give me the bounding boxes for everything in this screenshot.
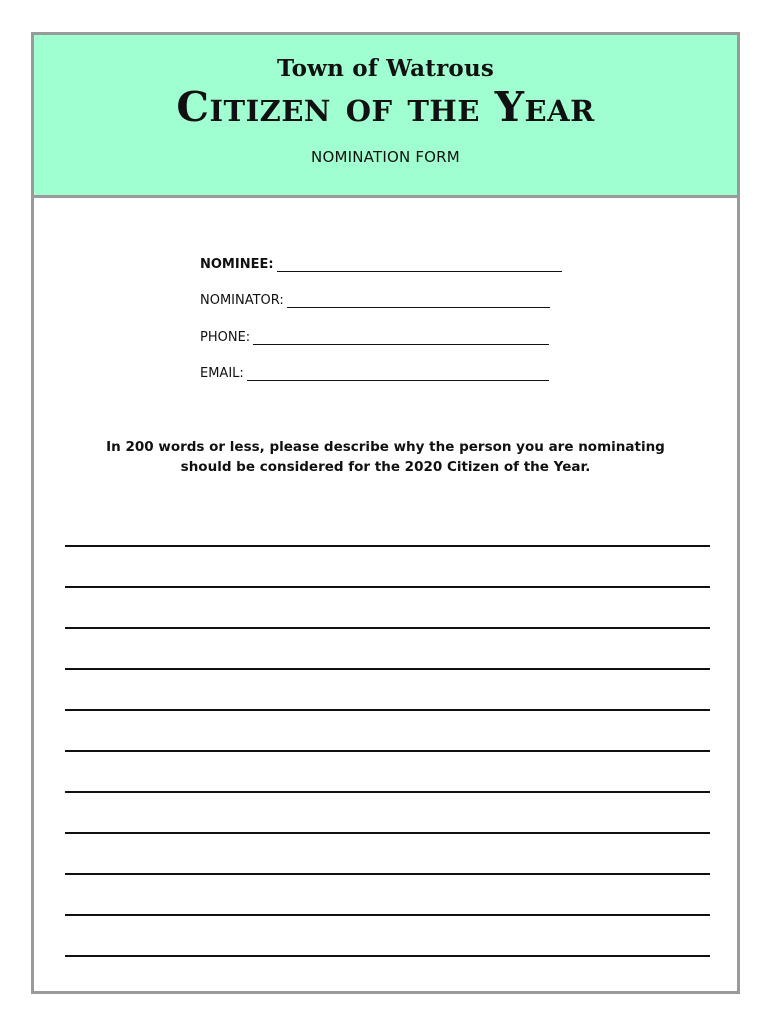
email-line[interactable] xyxy=(247,368,549,381)
answer-line[interactable] xyxy=(65,627,710,629)
instructions-line-1: In 200 words or less, please describe why the person you are nominating xyxy=(106,439,665,455)
answer-line[interactable] xyxy=(65,914,710,916)
nominee-line[interactable] xyxy=(277,259,562,272)
nominator-field[interactable] xyxy=(200,293,550,308)
email-field[interactable] xyxy=(200,366,549,381)
email-label: EMAIL: xyxy=(200,366,244,381)
answer-line[interactable] xyxy=(65,586,710,588)
nominee-label: NOMINEE: xyxy=(200,257,274,272)
phone-label: PHONE: xyxy=(200,330,251,345)
nominator-line[interactable] xyxy=(287,295,550,308)
answer-line[interactable] xyxy=(65,955,710,957)
town-name: Town of Watrous xyxy=(276,55,495,82)
answer-line[interactable] xyxy=(65,668,710,670)
page-frame xyxy=(31,32,740,994)
instructions xyxy=(34,437,737,477)
header-band xyxy=(34,35,737,198)
page-title: Citizen of the Year xyxy=(176,83,595,131)
answer-line[interactable] xyxy=(65,873,710,875)
answer-line[interactable] xyxy=(65,750,710,752)
form-subtitle: NOMINATION FORM xyxy=(311,148,460,166)
answer-line[interactable] xyxy=(65,545,710,547)
answer-line[interactable] xyxy=(65,832,710,834)
nominator-label: NOMINATOR: xyxy=(200,293,284,308)
phone-line[interactable] xyxy=(253,332,549,345)
phone-field[interactable] xyxy=(200,330,549,345)
answer-line[interactable] xyxy=(65,709,710,711)
answer-line[interactable] xyxy=(65,791,710,793)
instructions-line-2: should be considered for the 2020 Citizen of the Year. xyxy=(180,459,591,475)
nominee-field[interactable] xyxy=(200,257,562,272)
